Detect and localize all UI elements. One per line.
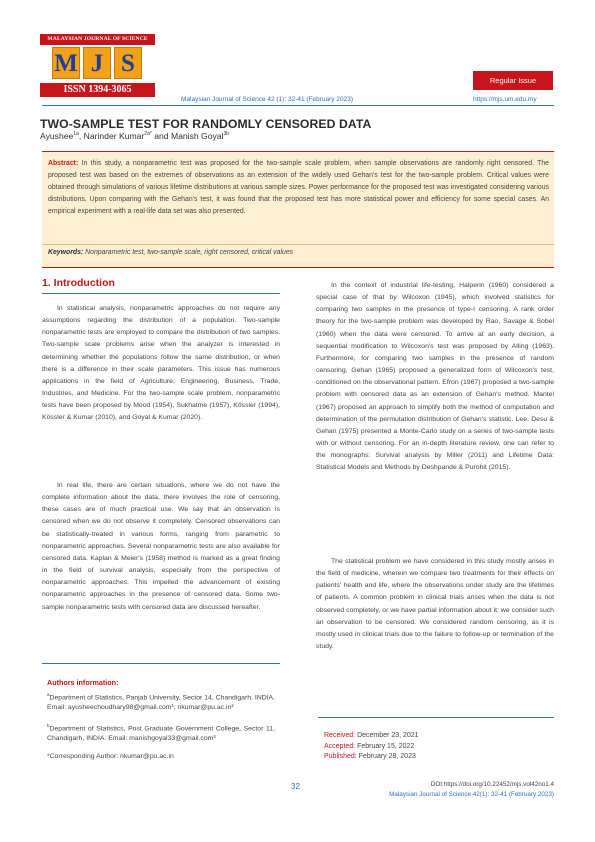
published-label: Published:: [324, 753, 357, 760]
received-label: Received:: [324, 732, 356, 739]
logo-issn: ISSN 1394-3065: [40, 83, 155, 97]
footer-doi-block: [389, 780, 554, 799]
dates-divider: [318, 717, 554, 718]
affiliation-text: Department of Statistics, Panjab University, Sector 14, Chandigarh, INDIA. Email: ayusheechoudhary98@gmail.com¹; nkumar@pu.ac.in²: [47, 694, 275, 712]
received-date: [324, 731, 419, 742]
author-sup: 2a*: [144, 131, 152, 138]
received-value: December 23, 2021: [357, 732, 419, 739]
footer-journal-citation: Malaysian Journal of Science 42(1): 32-41 (February 2023): [389, 790, 554, 798]
journal-logo: [40, 34, 155, 98]
author-name: Narinder Kumar: [83, 131, 145, 141]
author-list: [40, 131, 229, 141]
intro-paragraph-2: In real life, there are certain situations, where we do not have the complete information about the data, there involves the role of censoring, these cases are of much practical use. We say that an observation is censored when we do not observe it completely. Censored observations can be statistically-treated in various forms, ranging from parametric to nonparametric approaches. Several nonparametric tests are also available for censored data. Kaplan & Meier's (1958) method is marked as a great finding in the field of survival analysis, especially from the perspective of nonparametric approaches. This impelled the advancement of existing nonparametric approaches in the presence of censored data. Some two-sample nonparametric tests with censored data are discussed hereafter.: [42, 482, 280, 611]
author-sup: 3b: [223, 131, 230, 138]
logo-letter-s: S: [114, 47, 142, 79]
abstract-label: Abstract:: [48, 160, 79, 167]
abstract-text: In this study, a nonparametric test was proposed for the two-sample scale problem, when sample observations are randomly right censored. The proposed test was based on the extremes of observations as an extension of the widely used Gehan's test for the two-sample problem. Critical values were obtained through simulations of various lifetime distributions at various sample sizes. Power performance for the proposed test was investigated considering various distributions. Upon comparing with the Gehan's test, it was found that the proposed test has more statistical power and efficiency for some special cases. An empirical experiment with a real-life data set was also presented.: [48, 160, 549, 216]
section-heading-introduction: 1. Introduction: [42, 277, 115, 289]
author-sup: 1a: [73, 131, 79, 138]
logo-letter-m: M: [52, 47, 80, 79]
accepted-date: [324, 742, 419, 753]
author-name: Ayushee: [40, 131, 74, 141]
doi-link[interactable]: DOI:https://doi.org/10.22452/mjs.vol42no1.4: [430, 781, 554, 788]
header-url-link[interactable]: https://mjs.um.edu.my: [473, 96, 537, 103]
corresponding-author: *Corresponding Author: nkumar@pu.ac.in: [47, 753, 174, 760]
affiliation-a: [47, 690, 275, 714]
intro-paragraph-4: The statistical problem we have considered in this study mostly arises in the field of medicine, wherein we compare two treatments for their effects on patients' health and life, where the observations under study are the lifetimes of patients. A common problem in clinical trials arises when the data is not observed completely, or we have partial information about it; we consider such an observation to be censored. We considered random censoring, as it is mostly used in clinical trials due to the failure to follow-up or termination of the study.: [316, 558, 554, 651]
affiliation-sup: b: [47, 723, 50, 728]
intro-paragraph-3: In the context of industrial life-testing, Halperin (1960) considered a special case of that by Wilcoxon (1945), which involved statistics for comparing two samples in the presence of type-I censoring. A rank order theory for the two-sample problem was developed by Rao, Savage & Sobel (1960) when the data were censored. To arrive at an early decision, a sequential modification to Wilcoxon's test was proposed by Alling (1963). Furthermore, for comparing two samples in the presence of random censoring, Gehan (1965) proposed a generalized form of Wilcoxon's test, conditioned on the observational pattern. Efron (1967) proposed a two-sample problem with censored data as an extension of Gehan's method. Mantel (1967) proposed an approach to simplify both the method of computation and determination of the permutation distribution of Gehan's statistic. Lee, Desu & Gehan (1975) presented a Monte-Carlo study on a series of two-sample tests with or without censoring. For an in-depth literature review, one can refer to the monographs: Survival analysis by Miller (2011) and Lifetime Data: Statistical Models and Methods by Deshpande & Purohit (2015).: [316, 282, 554, 472]
keywords-text: Nonparametric test, two-sample scale, right censored, critical values: [83, 249, 294, 256]
affiliation-sup: a: [47, 692, 50, 697]
affiliation-b: [47, 721, 275, 745]
published-value: February 28, 2023: [358, 753, 416, 760]
article-dates: [324, 731, 419, 763]
abstract-box: [42, 151, 554, 268]
published-date: [324, 752, 419, 763]
keywords-label: Keywords:: [48, 249, 84, 256]
abstract-divider: [42, 244, 554, 245]
logo-letters: [52, 47, 144, 81]
header-divider: [42, 105, 554, 106]
affiliation-text: Department of Statistics, Post Graduate Government College, Sector 11, Chandigarh, INDIA. Email: manishgoyal33@gmail.com³: [47, 725, 275, 743]
issue-type-badge: Regular Issue: [473, 71, 553, 90]
intro-paragraph-1: In statistical analysis, nonparametric approaches do not require any assumptions regarding the distribution of a population. Two-sample nonparametric tests are employed to compare the distribution of two samples. Two-sample scale problems arise when the analyzer is interested in determining whether the populations follow the same distribution, or when there is a difference in their scale parameters. This issue has numerous applications in the field of Agriculture, Engineering, Business, Trade, Industries, and Medicine. For the two-sample scale problem, nonparametric tests have been proposed by Mood (1954), Sukhatme (1957), Kössler (1994), Kössler & Kumar (2010), and Goyal & Kumar (2020).: [42, 305, 280, 422]
authors-info-heading: Authors information:: [47, 678, 119, 687]
section-divider: [42, 293, 280, 294]
author-name: Manish Goyal: [170, 131, 224, 141]
authors-info-divider: [42, 663, 280, 664]
author-separator: ,: [78, 131, 84, 141]
logo-journal-name: MALAYSIAN JOURNAL OF SCIENCE: [40, 34, 155, 45]
accepted-value: February 15, 2022: [357, 742, 415, 750]
page-number: 32: [291, 782, 300, 791]
accepted-label: Accepted:: [324, 742, 356, 750]
logo-letter-j: J: [83, 47, 111, 79]
header-journal-citation: Malaysian Journal of Science 42 (1): 32-41 (February 2023): [181, 96, 353, 103]
author-separator: and: [151, 131, 171, 141]
abstract: [48, 158, 549, 218]
article-title: TWO-SAMPLE TEST FOR RANDOMLY CENSORED DATA: [40, 117, 372, 131]
keywords: [48, 249, 293, 256]
